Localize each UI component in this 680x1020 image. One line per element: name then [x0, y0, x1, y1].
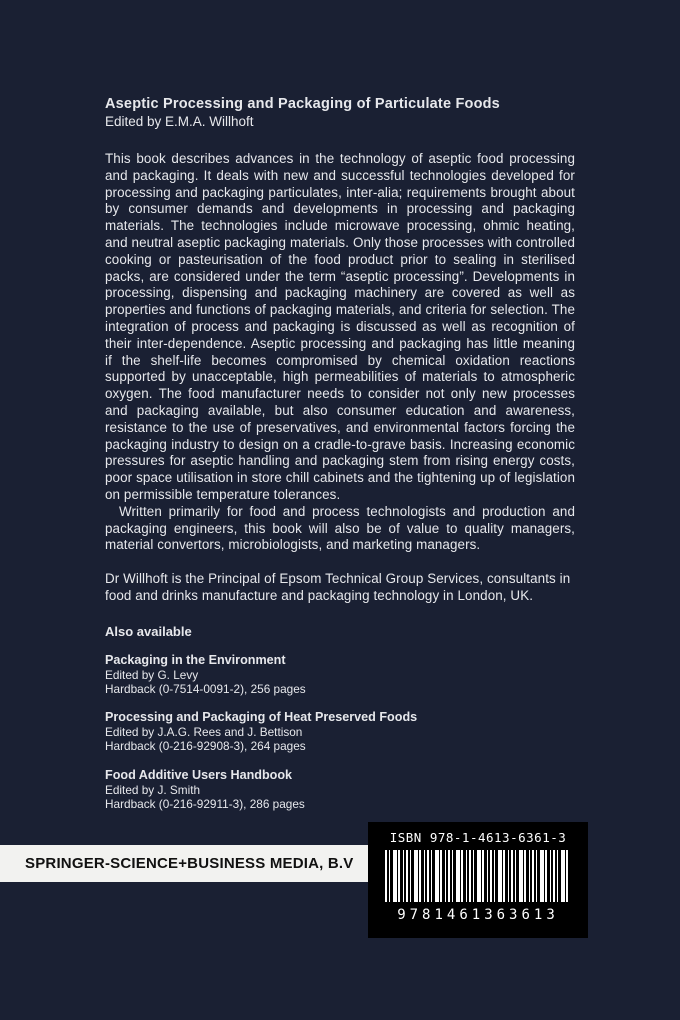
- also-book-title: Packaging in the Environment: [105, 652, 286, 667]
- isbn-label: ISBN 978-1-4613-6361-3: [389, 830, 567, 845]
- also-available-heading: Also available: [105, 623, 192, 639]
- also-book-editor: Edited by J. Smith: [105, 782, 201, 797]
- also-available-list: [105, 653, 575, 811]
- audience-paragraph: Written primarily for food and process technologists and production and packaging engineers, this book will also be of value to quality managers, material convertors, microbiologists, and marketing managers.: [105, 503, 575, 553]
- cover-text-block: [105, 96, 575, 811]
- also-available-item: [105, 710, 575, 753]
- barcode-panel: [368, 822, 588, 938]
- also-book-details: Hardback (0-216-92911-3), 286 pages: [105, 796, 305, 811]
- also-book-editor: Edited by G. Levy: [105, 667, 199, 682]
- also-available-item: [105, 653, 575, 696]
- also-book-title: Food Additive Users Handbook: [105, 767, 293, 782]
- description-paragraph: This book describes advances in the technology of aseptic food processing and packaging. It deals with new and successful technologies developed for processing and packaging particulates, inter-alia; requirements brought about by consumer demands and developments in processing and packaging materials. The technologies include microwave processing, ohmic heating, and neutral aseptic packaging materials. Only those processes with controlled cooking or pasteurisation of the food product prior to sealing in sterilised packs, are considered under the term “aseptic processing”. Developments in processing, dispensing and packaging machinery are covered as well as properties and functions of packaging materials, and criteria for selection. The integration of process and packaging is discussed as well as recognition of their inter-dependence. Aseptic processing and packaging has little meaning if the shelf-life becomes compromised by chemical oxidation reactions supported by unacceptable, high permeabilities of materials to atmospheric oxygen. The food manufacturer needs to consider not only new processes and packaging available, but also consumer education and awareness, resistance to the use of preservatives, and environmental factors forcing the packaging industry to design on a cradle-to-grave basis. Increasing economic pressures for aseptic handling and packaging stem from rising energy costs, poor space utilisation in store chill cabinets and the tightening up of legislation on permissible temperature tolerances.: [105, 151, 575, 502]
- publisher-name: SPRINGER-SCIENCE+BUSINESS MEDIA, B.V: [25, 855, 354, 872]
- isbn-digits: 9781461363613: [397, 907, 559, 923]
- author-note-paragraph: Dr Willhoft is the Principal of Epsom Technical Group Services, consultants in food and drinks manufacture and packaging technology in London, UK.: [105, 571, 571, 603]
- also-book-details: Hardback (0-216-92908-3), 264 pages: [105, 739, 306, 754]
- also-available-item: [105, 768, 575, 811]
- also-book-details: Hardback (0-7514-0091-2), 256 pages: [105, 681, 306, 696]
- also-book-title: Processing and Packaging of Heat Preserved Foods: [105, 710, 418, 725]
- book-title: Aseptic Processing and Packaging of Particulate Foods: [105, 96, 500, 112]
- barcode-bars-icon: [385, 850, 571, 902]
- also-book-editor: Edited by J.A.G. Rees and J. Bettison: [105, 725, 303, 740]
- book-editor: Edited by E.M.A. Willhoft: [105, 114, 254, 129]
